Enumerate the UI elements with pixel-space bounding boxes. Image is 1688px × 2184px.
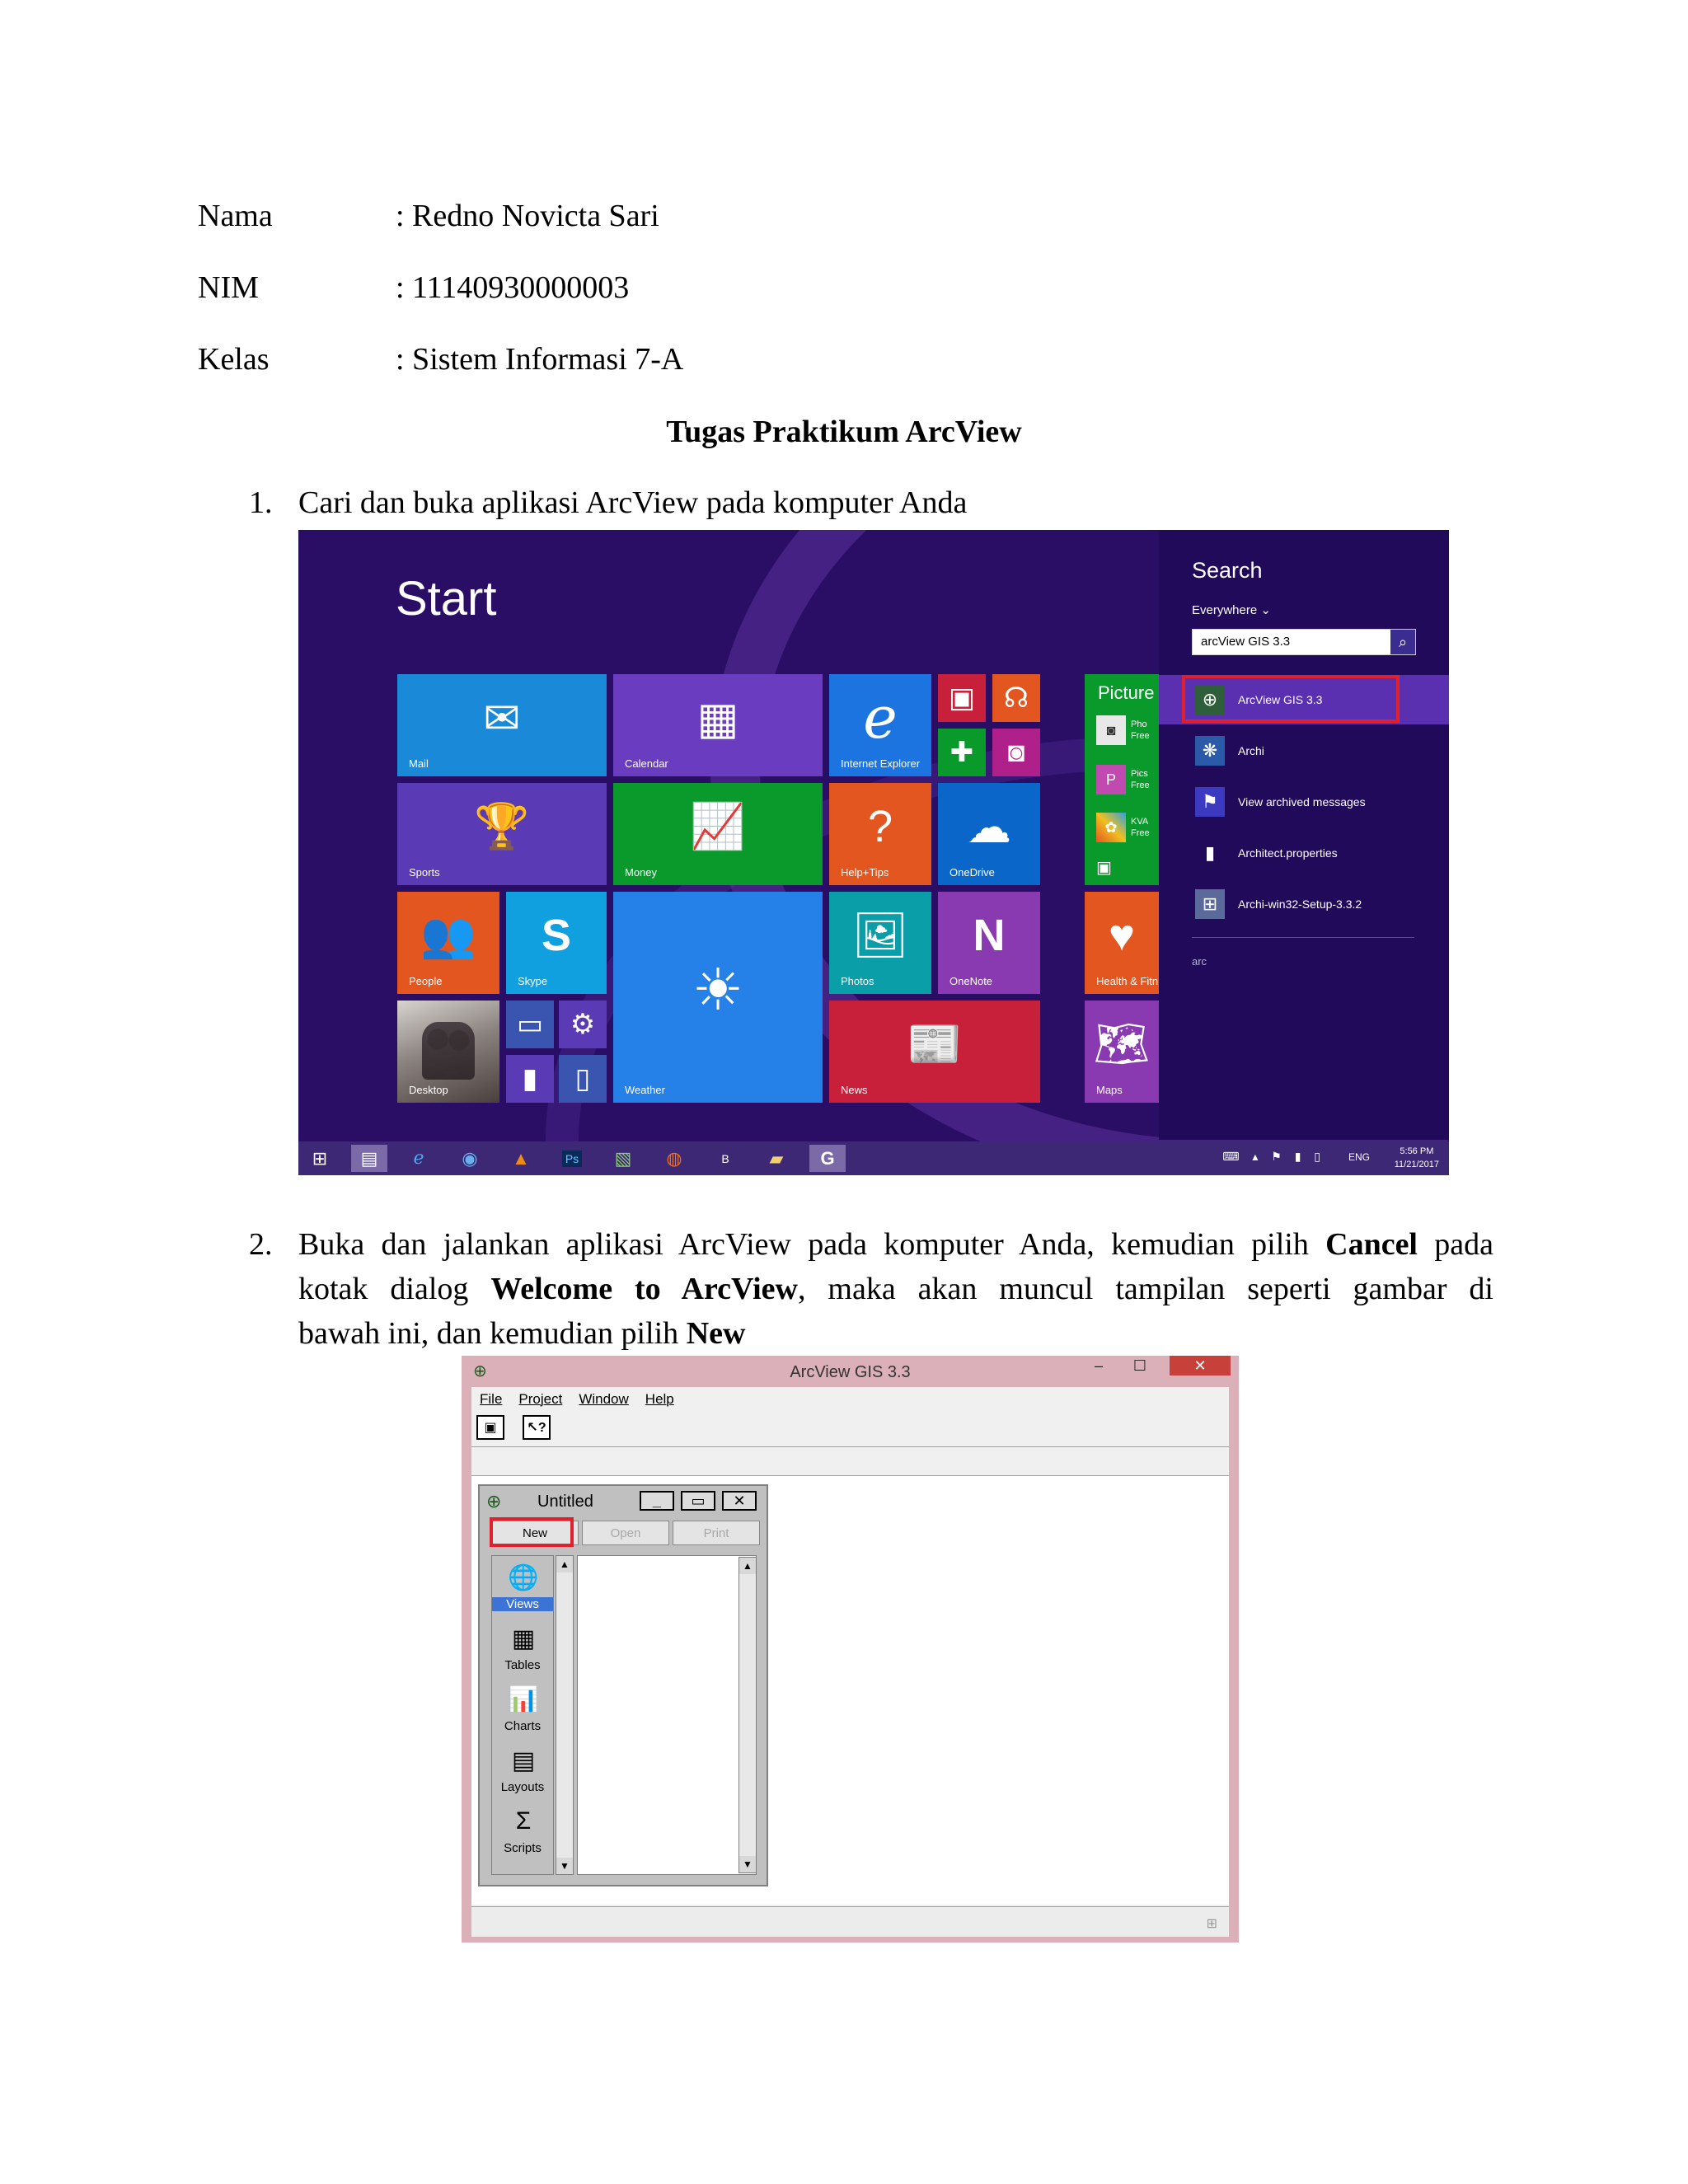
tile-camera[interactable] bbox=[992, 729, 1040, 776]
step-2-line-2: kotak dialog Welcome to ArcView, maka akan muncul tampilan seperti gambar di bbox=[298, 1272, 1493, 1306]
tile-sports[interactable]: 🏆 Sports bbox=[397, 783, 607, 885]
tile-news[interactable]: 📰 News bbox=[829, 1001, 1040, 1103]
layouts-icon: ▤ bbox=[511, 1746, 536, 1774]
headphones-icon: ☊ bbox=[1003, 682, 1029, 714]
file-explorer-icon[interactable]: ▤ bbox=[351, 1145, 387, 1172]
search-panel bbox=[1159, 530, 1449, 1140]
menu-project[interactable]: Project bbox=[518, 1391, 563, 1407]
menu-window[interactable]: Window bbox=[579, 1391, 629, 1407]
video-icon: ▣ bbox=[948, 682, 976, 714]
doc-type-tables[interactable]: ▦ Tables bbox=[492, 1619, 553, 1680]
arcview-menubar bbox=[471, 1387, 1229, 1412]
photoshop-icon[interactable]: Ps bbox=[554, 1145, 590, 1172]
project-title: Untitled bbox=[537, 1493, 593, 1511]
nim-value: : 11140930000003 bbox=[396, 270, 630, 305]
document-type-list bbox=[491, 1555, 554, 1875]
tile-skype[interactable]: S Skype bbox=[506, 892, 607, 994]
picture-tile-title: Picture bbox=[1098, 682, 1155, 703]
document-list-scrollbar[interactable] bbox=[738, 1557, 757, 1873]
project-maximize-button[interactable]: ▭ bbox=[681, 1491, 715, 1511]
doc-scroll-up-icon[interactable]: ▲ bbox=[739, 1558, 756, 1574]
document-icon: ▯ bbox=[574, 1063, 591, 1094]
tile-rdp[interactable] bbox=[506, 1001, 554, 1048]
installer-icon: ⊞ bbox=[1195, 889, 1225, 919]
windows-start-screen bbox=[298, 530, 1449, 1175]
search-result-archived-messages[interactable]: ⚑ View archived messages bbox=[1195, 787, 1366, 817]
print-button[interactable]: Print bbox=[673, 1521, 760, 1545]
system-tray-icons[interactable]: ⌨ ▴ ⚑ ▮ ▯ bbox=[1222, 1150, 1325, 1163]
tile-desktop[interactable]: Desktop bbox=[397, 1001, 499, 1103]
tile-maps[interactable]: 🗺 Maps bbox=[1085, 1001, 1159, 1103]
chart-up-icon: 📈 bbox=[690, 801, 746, 851]
file-icon: ▮ bbox=[1204, 842, 1216, 863]
archi-icon: ❋ bbox=[1195, 736, 1225, 766]
picture-item-1: ◙ bbox=[1096, 715, 1126, 745]
doc-type-views[interactable]: 🌐 Views bbox=[492, 1558, 553, 1619]
maximize-button[interactable]: ☐ bbox=[1132, 1357, 1147, 1374]
tile-calendar[interactable]: ▦ Calendar bbox=[613, 674, 823, 776]
firefox-icon[interactable]: ◍ bbox=[666, 1147, 682, 1169]
blackberry-icon[interactable]: B bbox=[721, 1151, 729, 1165]
step-1-text: Cari dan buka aplikasi ArcView pada komputer Anda bbox=[298, 485, 968, 520]
picture-item-3: ✿ bbox=[1096, 813, 1126, 842]
gear-icon: ⚙ bbox=[570, 1009, 596, 1040]
photo-icon: 🖼 bbox=[851, 910, 909, 960]
map-icon: 🗺 bbox=[1093, 1019, 1151, 1069]
store-icon: ▣ bbox=[1096, 859, 1112, 877]
search-query: arcView GIS 3.3 bbox=[1201, 635, 1291, 649]
start-title: Start bbox=[396, 572, 497, 626]
arcview-workspace bbox=[471, 1476, 1229, 1905]
search-result-archi[interactable]: ❋ Archi bbox=[1195, 736, 1264, 766]
arcview-toolbar bbox=[471, 1412, 1229, 1447]
help-pointer-button[interactable] bbox=[523, 1415, 551, 1440]
trophy-icon: 🏆 bbox=[474, 801, 530, 851]
search-result-archi-setup[interactable]: ⊞ Archi-win32-Setup-3.3.2 bbox=[1195, 889, 1362, 919]
new-button[interactable]: New bbox=[491, 1521, 579, 1545]
arcview-app-icon: ⊕ bbox=[473, 1362, 487, 1380]
tables-icon: ▦ bbox=[511, 1624, 536, 1652]
skype-icon: S bbox=[541, 911, 572, 960]
language-indicator[interactable]: ENG bbox=[1348, 1151, 1370, 1163]
new-button-highlight bbox=[490, 1517, 574, 1547]
pdf-app-icon[interactable]: G bbox=[809, 1145, 846, 1172]
scripts-icon: Σ bbox=[515, 1807, 532, 1835]
scroll-up-icon[interactable]: ▲ bbox=[556, 1556, 573, 1572]
kelas-label: Kelas bbox=[198, 342, 270, 377]
kelas-value: : Sistem Informasi 7-A bbox=[396, 342, 684, 377]
project-titlebar bbox=[483, 1489, 763, 1514]
onenote-icon: N bbox=[973, 911, 1006, 960]
charts-icon: 📊 bbox=[508, 1685, 539, 1713]
document-list[interactable] bbox=[577, 1555, 757, 1875]
monitor-icon: ▭ bbox=[516, 1009, 544, 1040]
doc-type-scripts[interactable]: Σ Scripts bbox=[492, 1802, 553, 1863]
resize-grip-icon[interactable]: ⊞ bbox=[1206, 1917, 1217, 1931]
search-result-arcview[interactable]: ⊕ ArcView GIS 3.3 bbox=[1195, 685, 1322, 715]
arcview-client-area bbox=[471, 1387, 1229, 1936]
search-footer: arc bbox=[1192, 955, 1207, 968]
project-minimize-button[interactable]: _ bbox=[640, 1491, 674, 1511]
folder-taskbar-icon[interactable]: ▰ bbox=[769, 1147, 784, 1169]
tile-files[interactable] bbox=[559, 1055, 607, 1103]
tile-onenote[interactable]: N OneNote bbox=[938, 892, 1040, 994]
chrome-icon[interactable]: ◉ bbox=[462, 1147, 478, 1169]
step-2-line-1: Buka dan jalankan aplikasi ArcView pada komputer Anda, kemudian pilih Cancel pada bbox=[298, 1227, 1493, 1262]
news-icon: 📰 bbox=[907, 1019, 963, 1069]
project-globe-icon: ⊕ bbox=[486, 1491, 502, 1511]
internet-explorer-taskbar-icon[interactable]: e bbox=[413, 1148, 424, 1169]
menu-file[interactable]: File bbox=[480, 1391, 503, 1407]
project-window bbox=[478, 1484, 768, 1886]
arcview-globe-icon: ⊕ bbox=[1195, 685, 1225, 715]
taskbar bbox=[298, 1141, 1449, 1175]
camera-icon: ◙ bbox=[1007, 736, 1025, 768]
arcview-statusbar bbox=[471, 1906, 1229, 1937]
tile-settings[interactable] bbox=[559, 1001, 607, 1048]
open-button[interactable]: Open bbox=[582, 1521, 669, 1545]
step-2-number: 2. bbox=[249, 1227, 273, 1262]
tile-health-fitness[interactable]: ♥ Health & Fitn bbox=[1085, 892, 1159, 994]
tile-money[interactable]: 📈 Money bbox=[613, 783, 823, 885]
picture-item-2: P bbox=[1096, 765, 1126, 794]
step-2-line-3: bawah ini, dan kemudian pilih New bbox=[298, 1316, 746, 1351]
minimize-button[interactable]: – bbox=[1094, 1357, 1103, 1374]
tile-photos[interactable]: 🖼 Photos bbox=[829, 892, 931, 994]
folder-icon: ▮ bbox=[522, 1063, 538, 1094]
tile-games[interactable] bbox=[938, 729, 986, 776]
scroll-down-icon[interactable]: ▼ bbox=[556, 1858, 573, 1874]
heart-icon: ♥ bbox=[1108, 911, 1136, 960]
arcview-title: ArcView GIS 3.3 bbox=[790, 1363, 911, 1381]
internet-explorer-icon: e bbox=[863, 684, 898, 752]
arcview-titlebar bbox=[462, 1356, 1239, 1387]
tile-picture[interactable]: Picture ◙ Pho Free P Pics Free ✿ KVA Free ▣ bbox=[1085, 674, 1159, 885]
tile-people[interactable]: 👥 People bbox=[397, 892, 499, 994]
nim-label: NIM bbox=[198, 270, 259, 305]
close-button[interactable]: ✕ bbox=[1170, 1356, 1231, 1376]
doc-scroll-down-icon[interactable]: ▼ bbox=[739, 1856, 756, 1872]
mail-icon: ✉ bbox=[483, 693, 521, 743]
doc-type-layouts[interactable]: ▤ Layouts bbox=[492, 1741, 553, 1802]
windows-logo-icon[interactable]: ⊞ bbox=[312, 1147, 328, 1169]
cloud-icon: ☁ bbox=[967, 802, 1011, 852]
tile-mail[interactable]: ✉ Mail bbox=[397, 674, 607, 776]
calendar-icon: ▦ bbox=[696, 693, 739, 743]
tile-explorer[interactable] bbox=[506, 1055, 554, 1103]
arcview-button-bar bbox=[471, 1447, 1229, 1476]
tile-video[interactable] bbox=[938, 674, 986, 722]
taskbar-clock[interactable]: 5:56 PM 11/21/2017 bbox=[1394, 1146, 1439, 1169]
menu-help[interactable]: Help bbox=[645, 1391, 674, 1407]
search-title: Search bbox=[1192, 558, 1263, 583]
save-icon: ▣ bbox=[484, 1421, 497, 1435]
search-input[interactable] bbox=[1192, 629, 1416, 655]
help-pointer-icon: ↖? bbox=[527, 1421, 546, 1435]
search-icon[interactable]: ⌕ bbox=[1390, 630, 1415, 654]
tile-help-tips[interactable]: ? Help+Tips bbox=[829, 783, 931, 885]
nama-value: : Redno Novicta Sari bbox=[396, 199, 659, 233]
vlc-icon[interactable]: ▲ bbox=[512, 1147, 530, 1169]
step-1-number: 1. bbox=[249, 485, 273, 520]
image-viewer-icon[interactable]: ▧ bbox=[614, 1147, 632, 1169]
people-icon: 👥 bbox=[420, 910, 476, 960]
project-close-button[interactable]: ✕ bbox=[722, 1491, 757, 1511]
tile-weather[interactable]: ☀ Weather bbox=[613, 892, 823, 1103]
sun-icon: ☀ bbox=[692, 958, 744, 1022]
question-icon: ? bbox=[867, 802, 893, 851]
arcview-window bbox=[462, 1356, 1239, 1943]
page-heading: Tugas Praktikum ArcView bbox=[666, 415, 1022, 449]
save-project-button[interactable] bbox=[476, 1415, 504, 1440]
views-globe-icon: 🌐 bbox=[508, 1563, 539, 1591]
tile-music[interactable] bbox=[992, 674, 1040, 722]
nama-label: Nama bbox=[198, 199, 273, 233]
tile-onedrive[interactable]: ☁ OneDrive bbox=[938, 783, 1040, 885]
desktop-photo bbox=[422, 1022, 475, 1080]
gamepad-icon: ✚ bbox=[950, 737, 974, 768]
doc-type-charts[interactable]: 📊 Charts bbox=[492, 1680, 553, 1741]
tile-internet-explorer[interactable]: e Internet Explorer bbox=[829, 674, 931, 776]
search-result-architect-properties[interactable]: ▮ Architect.properties bbox=[1195, 838, 1338, 868]
type-list-scrollbar[interactable] bbox=[556, 1555, 574, 1875]
flag-icon: ⚑ bbox=[1195, 787, 1225, 817]
search-scope-dropdown[interactable]: Everywhere ⌄ bbox=[1192, 603, 1271, 617]
